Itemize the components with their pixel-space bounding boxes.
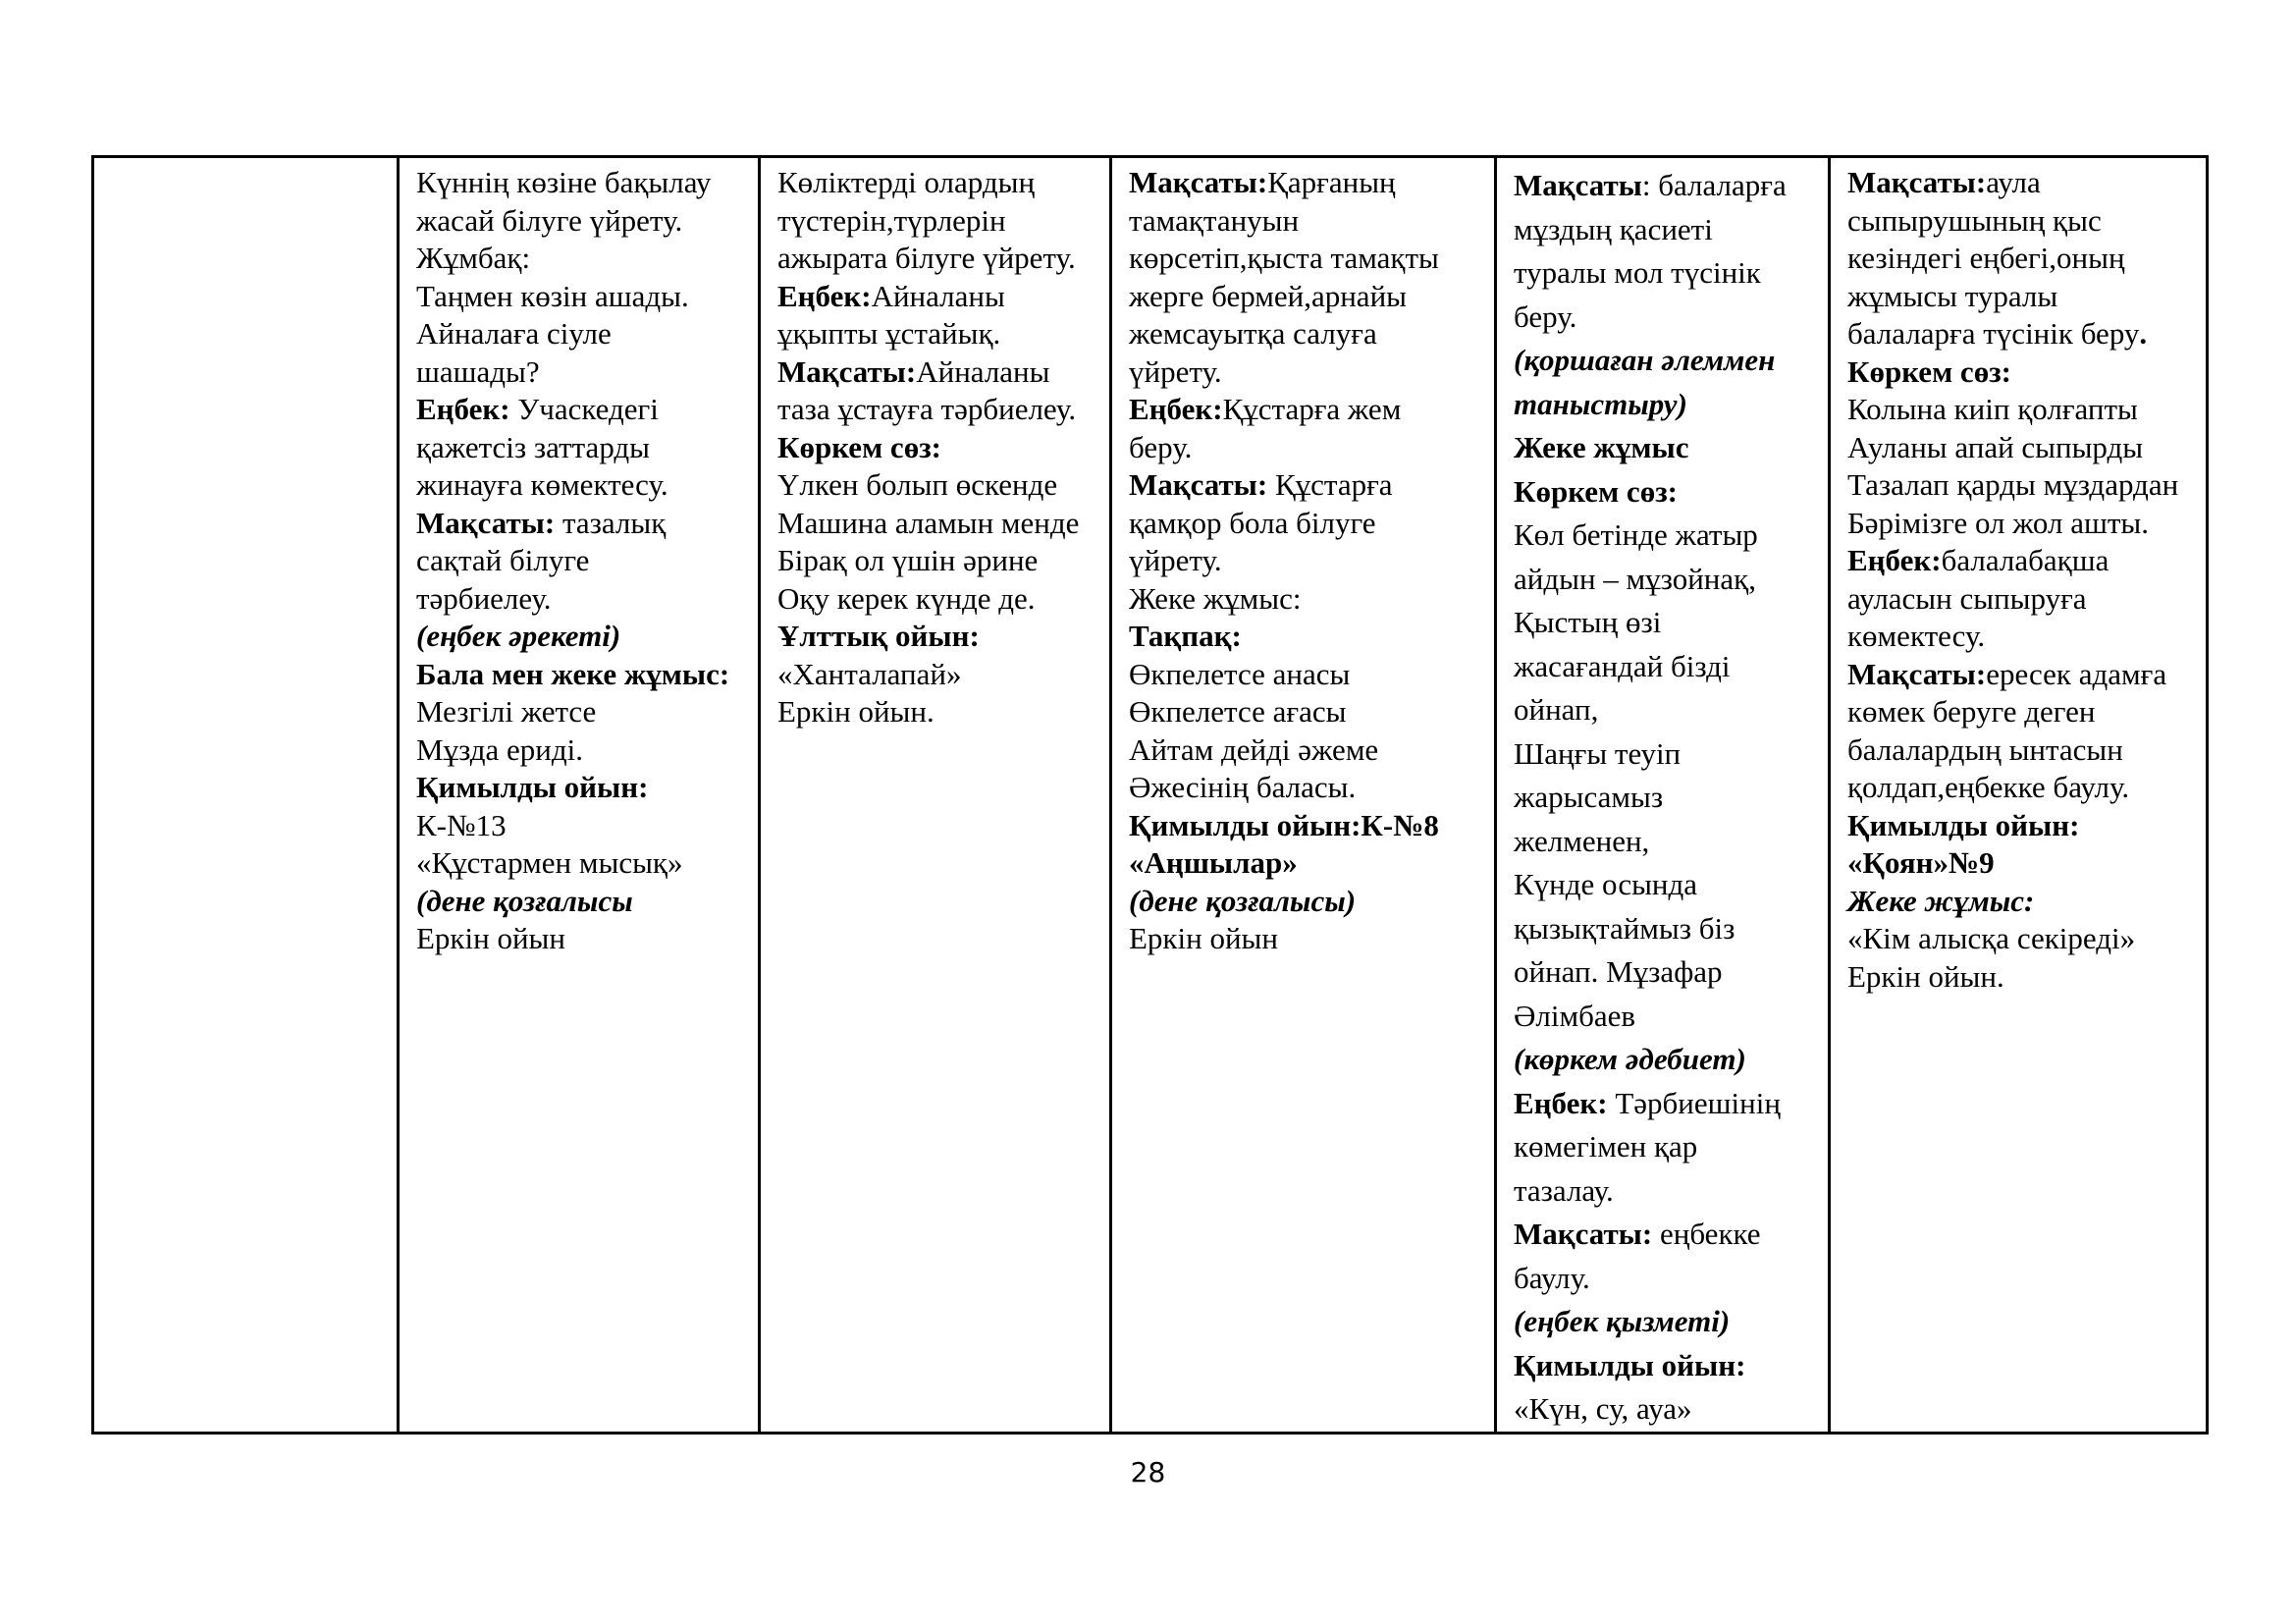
text-segment: көмектесу. (1847, 619, 1986, 653)
text-line (1129, 807, 1486, 845)
text-segment: баулу. (1514, 1260, 1590, 1295)
text-line (1129, 240, 1486, 278)
text-line (1129, 505, 1486, 543)
text-segment: «Ханталапай» (777, 656, 962, 691)
text-segment: жерге бермей,арнайы (1129, 278, 1407, 313)
text-segment: үйрету. (1129, 543, 1222, 577)
text-line (416, 618, 750, 656)
text-segment: ойнап, (1514, 692, 1599, 727)
text-segment: Еңбек: (1847, 543, 1942, 577)
cell-vehicles (760, 157, 1111, 1434)
text-segment: Күнде осында (1514, 867, 1698, 901)
text-line (1847, 958, 2198, 997)
text-line (777, 240, 1101, 278)
text-line (777, 505, 1101, 543)
text-line (1514, 1300, 1820, 1344)
text-segment: «Аңшылар» (1129, 845, 1298, 880)
text-line (1129, 580, 1486, 619)
text-segment: Еркін ойын (1129, 921, 1278, 955)
text-segment: Мақсаты: (1514, 1217, 1653, 1251)
text-segment: Айналаны (871, 278, 1005, 313)
text-segment: тамақтануын (1129, 202, 1300, 238)
text-line (1514, 820, 1820, 864)
text-line (1847, 353, 2198, 392)
text-line (416, 693, 750, 731)
text-line (1847, 164, 2198, 202)
text-segment: ересек адамға (1986, 656, 2167, 691)
text-segment: Учаскедегі (509, 392, 659, 426)
text-segment: Еңбек: (416, 392, 510, 426)
text-segment: (еңбек қызметі) (1514, 1304, 1731, 1338)
text-segment: Еңбек: (777, 278, 872, 313)
text-segment: Еңбек: (1514, 1085, 1608, 1120)
text-segment: сыпырушының қыс (1847, 202, 2102, 238)
text-segment: ауласын сыпыруға (1847, 580, 2087, 616)
text-segment: балалардың ынтасын (1847, 731, 2123, 767)
text-segment: таза ұстауға тәрбиелеу. (777, 392, 1077, 426)
text-line (1847, 920, 2198, 958)
text-segment: Қимылды ойын: (416, 770, 649, 804)
text-line (1514, 164, 1820, 208)
text-segment: Ұлттық ойын: (777, 619, 980, 653)
text-line (1847, 807, 2198, 845)
text-line (416, 278, 750, 316)
text-segment: Әжесінің баласы. (1129, 770, 1357, 804)
text-segment: Құстарға (1267, 467, 1393, 502)
table-row (93, 157, 2208, 1434)
text-line (1129, 920, 1486, 958)
text-segment: Көліктерді олардың (777, 165, 1036, 199)
text-segment: Көркем сөз: (1847, 353, 2011, 389)
text-line (1514, 208, 1820, 252)
text-line (777, 202, 1101, 241)
text-line (1514, 732, 1820, 777)
text-segment: таныстыру) (1514, 386, 1687, 421)
text-line (777, 580, 1101, 619)
text-segment: (көркем әдебиет) (1514, 1042, 1746, 1076)
text-line (416, 353, 750, 392)
text-line (1514, 688, 1820, 732)
text-line (416, 429, 750, 467)
text-line (1514, 383, 1820, 427)
text-line (416, 542, 750, 580)
text-segment: Айналаны (916, 353, 1050, 389)
text-segment: Мақсаты: (777, 353, 917, 389)
text-line (1514, 1038, 1820, 1082)
text-segment: Өкпелетсе ағасы (1129, 694, 1347, 729)
text-line (1514, 1387, 1820, 1432)
text-line (1847, 202, 2198, 241)
text-line (416, 731, 750, 770)
text-line (1129, 542, 1486, 580)
text-segment: Үлкен болып өскенде (777, 467, 1058, 502)
text-segment: Мақсаты: (1847, 165, 1987, 199)
text-segment: Бірақ ол үшін әрине (777, 543, 1039, 577)
text-segment: жасағандай бізді (1514, 648, 1731, 683)
text-line (1129, 315, 1486, 353)
text-line (1514, 1213, 1820, 1257)
text-segment: Жеке жұмыс (1514, 430, 1689, 464)
text-line (1847, 731, 2198, 770)
text-line (1514, 1257, 1820, 1301)
text-segment: тәрбиелеу. (416, 580, 552, 616)
text-segment: Қимылды ойын: (1847, 807, 2080, 842)
text-line (1129, 769, 1486, 807)
text-segment: «Қоян»№9 (1847, 845, 1995, 880)
text-segment: Айналаға сіуле (416, 316, 612, 351)
text-segment: Бәрімізге ол жол ашты. (1847, 505, 2149, 540)
text-segment: Құстарға жем (1222, 392, 1402, 426)
text-line (777, 466, 1101, 505)
text-segment: ойнап. Мұзафар (1514, 954, 1723, 989)
page-number: 28 (1130, 1456, 1166, 1489)
text-segment: Әлімбаев (1514, 998, 1636, 1033)
text-segment: жинауға көмектесу. (416, 467, 668, 502)
text-segment: желменен, (1514, 823, 1650, 858)
text-segment: Жұмбақ: (416, 241, 531, 275)
text-segment: беру. (1514, 298, 1577, 334)
text-segment: Жеке жұмыс: (1129, 580, 1302, 616)
text-line (1129, 278, 1486, 316)
text-segment: «Күн, су, ауа» (1514, 1391, 1692, 1426)
text-segment: мұздың қасиеті (1514, 211, 1713, 246)
text-segment: Көл бетінде жатыр (1514, 517, 1758, 552)
text-segment: Ауланы апай сыпырды (1847, 429, 2144, 464)
text-line (416, 164, 750, 202)
text-line (1514, 1125, 1820, 1169)
text-segment: қызықтаймыз біз (1514, 910, 1735, 946)
text-segment: Жеке жұмыс: (1847, 883, 2035, 918)
text-line (416, 920, 750, 958)
text-segment: Мақсаты (1514, 168, 1642, 202)
text-segment: Еркін ойын. (777, 694, 934, 729)
text-segment: Көркем сөз: (777, 429, 941, 464)
text-segment: жарысамыз (1514, 780, 1664, 814)
text-segment: : балаларға (1641, 168, 1787, 202)
text-line (1514, 645, 1820, 689)
text-segment: Мезгілі жетсе (416, 694, 597, 729)
text-segment: Еркін ойын. (1847, 958, 2004, 994)
text-line (1129, 202, 1486, 241)
text-segment: тазалау. (1514, 1172, 1614, 1208)
text-segment: түстерін,түрлерін (777, 202, 1006, 238)
text-line (416, 240, 750, 278)
text-line (777, 618, 1101, 656)
text-line (777, 278, 1101, 316)
text-segment: Мақсаты: (1129, 165, 1268, 199)
text-segment: көрсетіп,қыста тамақты (1129, 241, 1439, 275)
text-line (416, 883, 750, 921)
text-line (1847, 769, 2198, 807)
text-line (1514, 863, 1820, 907)
text-segment: айдын – мұзойнақ, (1514, 561, 1756, 596)
text-segment: ажырата білуге үйрету. (777, 241, 1076, 275)
text-segment: Колына киіп қолғапты (1847, 392, 2138, 426)
activity-plan-table (91, 155, 2209, 1435)
text-segment: Еркін ойын (416, 921, 565, 955)
text-line (1847, 278, 2198, 316)
text-segment: (дене қозғалысы (416, 883, 633, 918)
text-segment: көмегімен қар (1514, 1129, 1698, 1164)
text-segment: көмек беруге деген (1847, 694, 2096, 729)
text-segment: ұқыпты ұстайық. (777, 316, 1001, 351)
text-segment: сақтай білуге (416, 543, 590, 577)
text-line (1514, 907, 1820, 951)
text-segment: (дене қозғалысы) (1129, 883, 1357, 918)
text-segment: Машина аламын менде (777, 505, 1080, 540)
text-segment: (еңбек әрекеті) (416, 619, 621, 653)
text-line (1514, 601, 1820, 645)
text-line (1514, 339, 1820, 383)
text-line (1514, 776, 1820, 820)
text-line (1514, 950, 1820, 995)
text-segment: (қоршаған әлеммен (1514, 343, 1776, 377)
text-segment: . (2139, 316, 2148, 351)
cell-ice-properties (1496, 157, 1830, 1434)
text-line (1847, 240, 2198, 278)
cell-yard-sweeper (1830, 157, 2208, 1434)
text-line (1514, 1344, 1820, 1388)
text-line (1514, 995, 1820, 1039)
text-segment: балаларға түсінік беру (1847, 316, 2140, 351)
text-line (1847, 391, 2198, 429)
text-segment: Тазалап қарды мұздардан (1847, 467, 2179, 502)
text-line (1129, 844, 1486, 883)
text-line (416, 391, 750, 429)
text-line (1514, 251, 1820, 296)
text-segment: Мұзда ериді. (416, 731, 584, 767)
text-line (1847, 542, 2198, 580)
text-segment: балалабақша (1941, 543, 2109, 577)
text-line (1847, 883, 2198, 921)
text-line (1847, 505, 2198, 543)
text-segment: аула (1986, 165, 2041, 199)
text-segment: қолдап,еңбекке баулу. (1847, 770, 2130, 804)
text-line (1847, 656, 2198, 694)
text-segment: «Кім алысқа секіреді» (1847, 921, 2136, 955)
text-line (777, 164, 1101, 202)
text-segment: Еңбек: (1129, 392, 1223, 426)
text-line (1514, 514, 1820, 558)
text-line (777, 542, 1101, 580)
text-segment: беру. (1129, 429, 1193, 464)
text-segment: тазалық (555, 505, 667, 540)
text-line (1129, 466, 1486, 505)
text-line (1514, 1082, 1820, 1126)
text-line (1129, 731, 1486, 770)
text-line (1847, 580, 2198, 619)
text-line (1847, 429, 2198, 467)
text-segment: шашады? (416, 353, 540, 389)
text-segment: Айтам дейді әжеме (1129, 731, 1379, 767)
text-segment: Қимылды ойын: (1514, 1347, 1746, 1382)
text-line (1129, 883, 1486, 921)
text-segment: жұмысы туралы (1847, 278, 2058, 313)
text-line (1129, 164, 1486, 202)
text-segment: еңбекке (1652, 1217, 1761, 1251)
text-line (416, 315, 750, 353)
text-segment: Тәрбиешінің (1607, 1085, 1781, 1120)
text-line (416, 466, 750, 505)
text-segment: жемсауытқа салуға (1129, 316, 1377, 351)
text-segment: К-№13 (416, 807, 507, 842)
text-line (416, 505, 750, 543)
text-line (1847, 618, 2198, 656)
text-line (777, 353, 1101, 392)
text-line (416, 580, 750, 619)
text-segment: Бала мен жеке жұмыс: (416, 656, 730, 691)
text-line (1129, 429, 1486, 467)
text-segment: кезіндегі еңбегі,оның (1847, 241, 2125, 275)
text-line (416, 807, 750, 845)
text-line (416, 202, 750, 241)
text-segment: Күннің көзіне бақылау (416, 165, 712, 199)
text-line (1847, 466, 2198, 505)
text-line (1129, 353, 1486, 392)
text-segment: Қимылды ойын:К-№8 (1129, 807, 1439, 842)
text-line (1514, 426, 1820, 470)
text-segment: Мақсаты: (1847, 656, 1987, 691)
text-line (1514, 470, 1820, 514)
text-segment: үйрету. (1129, 353, 1222, 389)
text-line (416, 769, 750, 807)
cell-sun-observation (399, 157, 760, 1434)
text-line (1847, 844, 2198, 883)
text-segment: Таңмен көзін ашады. (416, 278, 689, 313)
cell-empty (93, 157, 399, 1434)
text-line (1129, 618, 1486, 656)
text-line (1129, 656, 1486, 694)
text-line (1514, 1169, 1820, 1214)
text-line (1847, 693, 2198, 731)
text-segment: Қыстың өзі (1514, 605, 1662, 639)
text-segment: Шаңғы теуіп (1514, 735, 1682, 771)
text-line (777, 429, 1101, 467)
text-segment: Оқу керек күнде де. (777, 580, 1036, 616)
text-line (416, 844, 750, 883)
text-line (1129, 391, 1486, 429)
text-line (1514, 558, 1820, 602)
text-line (777, 693, 1101, 731)
text-line (777, 656, 1101, 694)
text-segment: Тақпақ: (1129, 619, 1242, 653)
text-line (1514, 296, 1820, 340)
text-segment: «Құстармен мысық» (416, 845, 683, 880)
text-line (416, 656, 750, 694)
text-segment: туралы мол түсінік (1514, 255, 1761, 290)
text-segment: Көркем сөз: (1514, 473, 1678, 509)
text-segment: жасай білуге үйрету. (416, 202, 683, 238)
text-segment: Қарғаның (1267, 165, 1396, 199)
text-segment: қажетсіз заттарды (416, 429, 651, 464)
text-line (1847, 315, 2198, 353)
text-segment: қамқор бола білуге (1129, 505, 1376, 540)
text-segment: Мақсаты: (416, 505, 556, 540)
text-line (1129, 693, 1486, 731)
text-line (777, 315, 1101, 353)
cell-crow-feeding (1111, 157, 1496, 1434)
text-segment: Мақсаты: (1129, 467, 1268, 502)
text-line (777, 391, 1101, 429)
text-segment: Өкпелетсе анасы (1129, 656, 1351, 691)
